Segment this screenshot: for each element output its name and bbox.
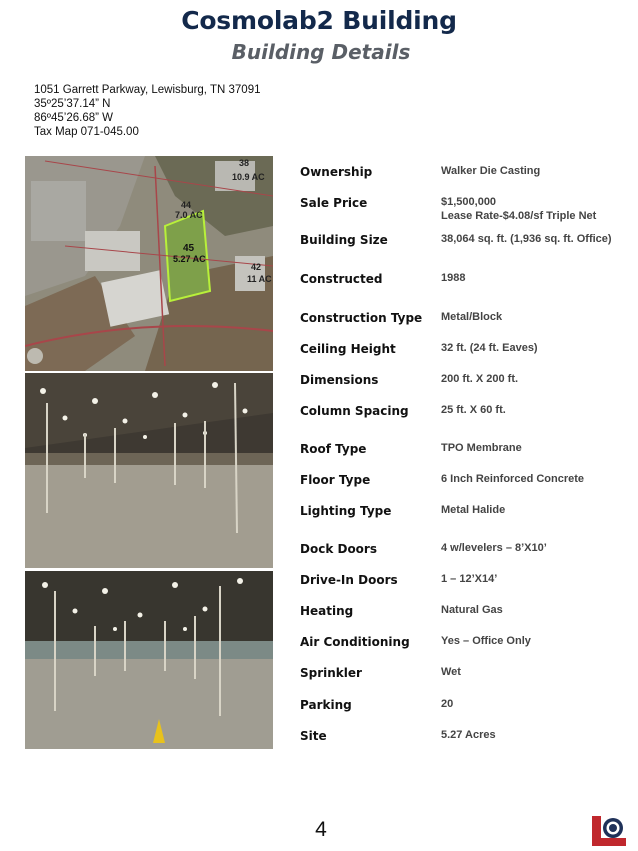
map-lot-38-acres: 10.9 AC xyxy=(232,172,265,182)
company-logo xyxy=(590,814,630,848)
detail-label: Lighting Type xyxy=(300,504,392,518)
detail-label: Ownership xyxy=(300,165,373,179)
detail-value: Metal/Block xyxy=(441,311,503,323)
detail-label: Column Spacing xyxy=(300,404,409,418)
map-lot-42-acres: 11 AC xyxy=(247,274,272,284)
page-subtitle: Building Details xyxy=(231,40,411,64)
page-title: Cosmolab2 Building xyxy=(181,6,457,35)
detail-label: Constructed xyxy=(300,272,383,286)
detail-label: Floor Type xyxy=(300,473,371,487)
street-address: 1051 Garrett Parkway, Lewisburg, TN 37091 xyxy=(34,84,261,96)
warehouse-photo-2-graphic xyxy=(25,571,273,749)
detail-label: Construction Type xyxy=(300,311,423,325)
detail-label: Drive-In Doors xyxy=(300,573,398,587)
tax-map: Tax Map 071-045.00 xyxy=(34,126,139,138)
detail-label: Ceiling Height xyxy=(300,342,396,356)
map-lot-38: 38 xyxy=(239,158,250,168)
map-lot-44: 44 xyxy=(181,200,192,210)
detail-label: Sprinkler xyxy=(300,666,362,680)
detail-value: 25 ft. X 60 ft. xyxy=(441,404,506,416)
map-lot-45: 45 xyxy=(183,243,195,254)
map-lot-42: 42 xyxy=(251,262,262,272)
detail-label: Roof Type xyxy=(300,442,367,456)
detail-label: Dock Doors xyxy=(300,542,377,556)
detail-value: Natural Gas xyxy=(441,604,503,616)
logo-graphic xyxy=(590,814,630,848)
detail-value: 20 xyxy=(441,698,454,710)
detail-value: 1 – 12’X14’ xyxy=(441,573,498,585)
detail-value: 4 w/levelers – 8’X10’ xyxy=(441,542,547,554)
detail-label: Parking xyxy=(300,698,352,712)
latitude: 35º25’37.14” N xyxy=(34,98,111,110)
detail-value: 5.27 Acres xyxy=(441,729,496,741)
detail-label: Dimensions xyxy=(300,373,379,387)
detail-value: 200 ft. X 200 ft. xyxy=(441,373,519,385)
map-lot-44-acres: 7.0 AC xyxy=(175,210,203,220)
detail-label: Building Size xyxy=(300,233,388,247)
detail-label: Heating xyxy=(300,604,354,618)
detail-value: Yes – Office Only xyxy=(441,635,531,647)
detail-value: Metal Halide xyxy=(441,504,506,516)
detail-value: TPO Membrane xyxy=(441,442,522,454)
longitude: 86º45’26.68” W xyxy=(34,112,113,124)
detail-value-secondary: Lease Rate-$4.08/sf Triple Net xyxy=(441,210,597,222)
detail-value: 6 Inch Reinforced Concrete xyxy=(441,473,585,485)
map-lot-45-acres: 5.27 AC xyxy=(173,254,206,264)
detail-value: 32 ft. (24 ft. Eaves) xyxy=(441,342,538,354)
detail-value: 1988 xyxy=(441,272,466,284)
detail-value: $1,500,000 xyxy=(441,196,497,208)
page-number: 4 xyxy=(315,818,327,841)
warehouse-photo-1-graphic xyxy=(25,373,273,568)
detail-label: Sale Price xyxy=(300,196,368,210)
aerial-map-image xyxy=(25,156,273,371)
warehouse-interior-photo-1 xyxy=(25,373,273,568)
detail-label: Site xyxy=(300,729,327,743)
aerial-map-graphic xyxy=(25,156,273,371)
detail-label: Air Conditioning xyxy=(300,635,410,649)
warehouse-interior-photo-2 xyxy=(25,571,273,749)
detail-value: 38,064 sq. ft. (1,936 sq. ft. Office) xyxy=(441,233,612,245)
detail-value: Walker Die Casting xyxy=(441,165,541,177)
address-block xyxy=(34,83,261,139)
detail-value: Wet xyxy=(441,666,461,678)
